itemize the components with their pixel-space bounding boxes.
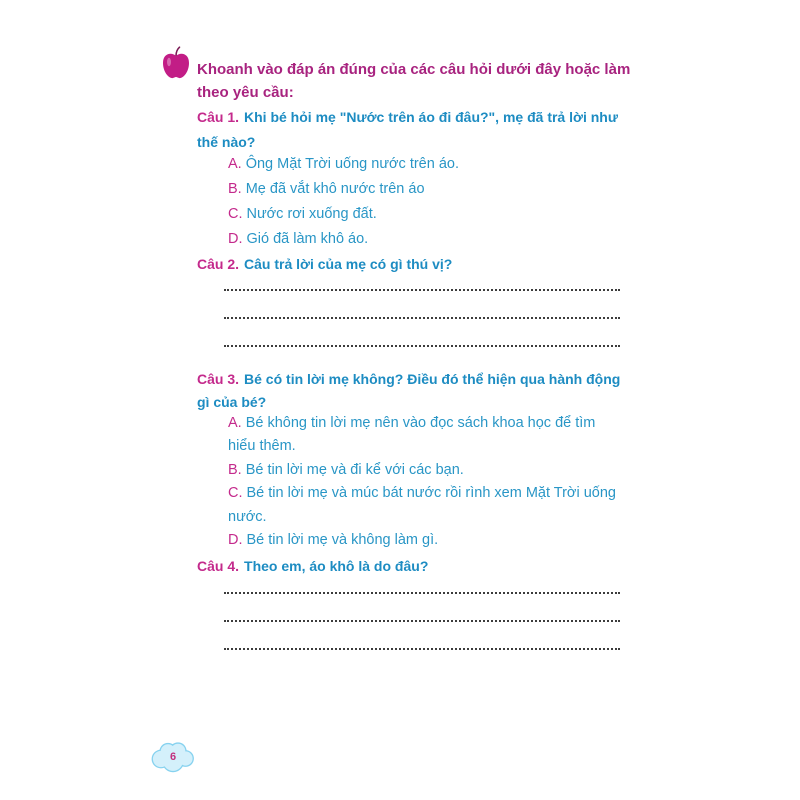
question-1 [197,105,618,155]
answer-line [224,648,620,650]
question-1-options [228,152,459,252]
option-d [228,529,616,552]
question-text: Câu trả lời của mẹ có gì thú vị? [244,256,453,272]
option-d [228,227,459,252]
answer-line [224,592,620,594]
option-text: Mẹ đã vắt khô nước trên áo [245,181,425,197]
question-2 [197,252,452,277]
option-text: Bé không tin lời mẹ nên vào đọc sách khoa học để tìm [245,415,596,431]
option-text: Bé tin lời mẹ và đi kể với các bạn. [245,461,464,478]
question-label: Câu 2. [197,256,240,272]
option-text: Ông Mặt Trời uống nước trên áo. [245,156,459,172]
question-label: Câu 1. [197,109,240,125]
option-letter: B. [228,461,242,478]
option-letter: C. [228,206,243,222]
question-text: gì của bé? [197,394,267,410]
option-text: Bé tin lời mẹ và không làm gì. [246,532,439,549]
option-c [228,202,459,227]
page-number: 6 [169,751,177,763]
option-letter: B. [228,181,242,197]
option-a [228,412,616,435]
question-label: Câu 4. [197,558,240,574]
answer-line [224,289,620,291]
question-3 [197,368,620,414]
question-4 [197,554,428,578]
option-letter: C. [228,485,243,502]
option-text: Nước rơi xuống đất. [246,206,377,222]
question-text: Khi bé hỏi mẹ "Nước trên áo đi đâu?", mẹ đã trả lời như [244,109,618,125]
option-letter: A. [228,415,242,431]
option-text-continued: hiểu thêm. [228,438,296,455]
option-c [228,482,616,505]
option-text: Gió đã làm khô áo. [246,231,369,247]
answer-line [224,317,620,319]
answer-line [224,620,620,622]
option-a [228,152,459,177]
instruction-line: theo yêu cầu: [197,84,294,101]
option-b [228,459,616,482]
option-letter: D. [228,231,243,247]
option-text-continued: nước. [228,508,267,525]
question-text: Bé có tin lời mẹ không? Điều đó thể hiện qua hành động [244,371,621,387]
apple-icon [160,46,192,80]
instruction-heading [197,58,630,104]
option-b [228,177,459,202]
option-letter: A. [228,156,242,172]
question-text: Theo em, áo khô là do đâu? [244,558,429,574]
option-text: Bé tin lời mẹ và múc bát nước rồi rình xem Mặt Trời uống [246,485,616,502]
question-3-options [228,412,616,552]
instruction-line: Khoanh vào đáp án đúng của các câu hỏi dưới đây hoặc làm [197,61,631,78]
option-letter: D. [228,532,243,549]
question-text: thế nào? [197,134,256,150]
answer-line [224,345,620,347]
question-label: Câu 3. [197,371,240,387]
